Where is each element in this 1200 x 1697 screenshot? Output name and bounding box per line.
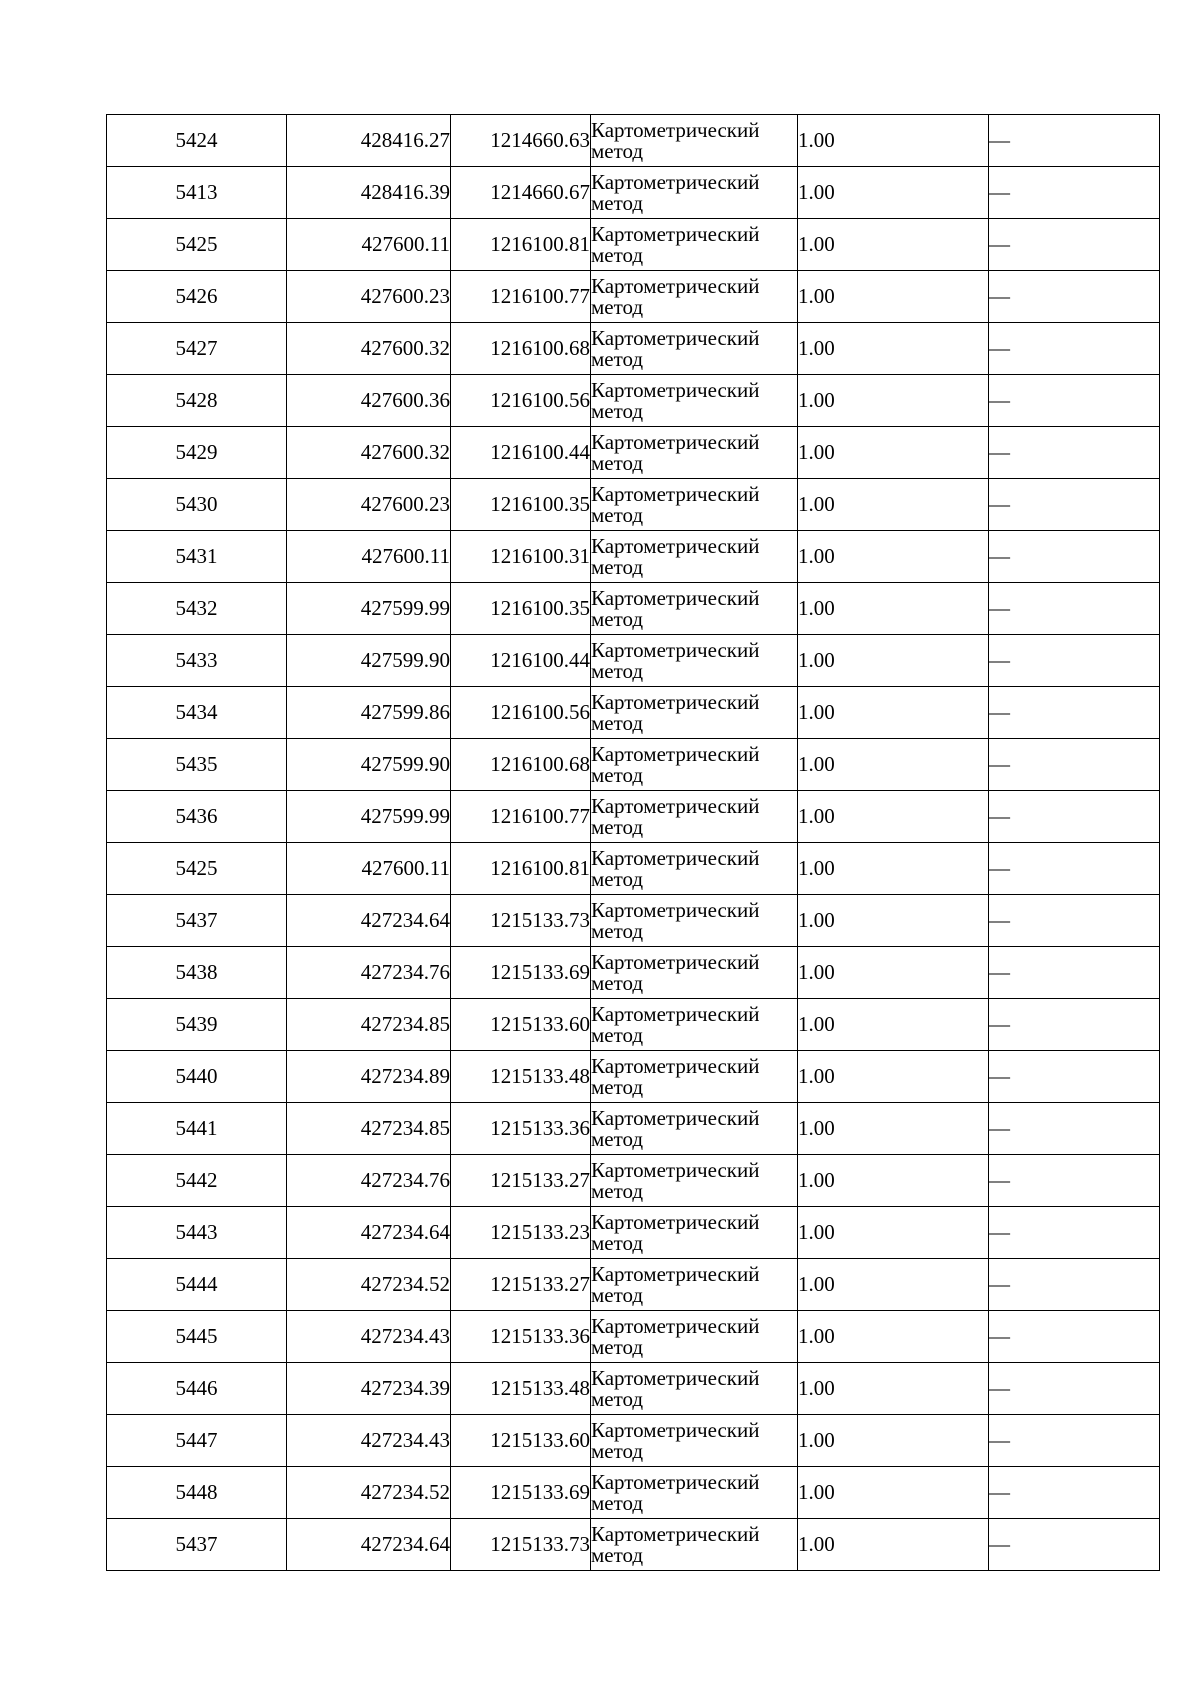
point-number-cell: 5445 xyxy=(107,1311,287,1363)
method-line-2: метод xyxy=(591,1438,644,1463)
point-number-cell: 5427 xyxy=(107,323,287,375)
method-line-2: метод xyxy=(591,398,644,423)
y-coordinate-cell: 1215133.73 xyxy=(451,1519,591,1571)
method-line-2: метод xyxy=(591,294,644,319)
method-line-2: метод xyxy=(591,970,644,995)
point-number-cell: 5424 xyxy=(107,115,287,167)
x-coordinate-cell: 427234.85 xyxy=(287,1103,451,1155)
accuracy-cell: 1.00 xyxy=(798,895,989,947)
table-row xyxy=(107,999,1160,1051)
method-line-2: метод xyxy=(591,1230,644,1255)
description-cell: — xyxy=(989,791,1160,843)
x-coordinate-cell: 427234.64 xyxy=(287,1207,451,1259)
description-cell: — xyxy=(989,635,1160,687)
description-cell: — xyxy=(989,115,1160,167)
y-coordinate-cell: 1216100.44 xyxy=(451,635,591,687)
table-row xyxy=(107,687,1160,739)
x-coordinate-cell: 427600.11 xyxy=(287,531,451,583)
method-line-2: метод xyxy=(591,762,644,787)
point-number-cell: 5437 xyxy=(107,895,287,947)
method-line-2: метод xyxy=(591,1074,644,1099)
accuracy-cell: 1.00 xyxy=(798,1207,989,1259)
point-number-cell: 5413 xyxy=(107,167,287,219)
x-coordinate-cell: 427599.90 xyxy=(287,635,451,687)
y-coordinate-cell: 1215133.60 xyxy=(451,999,591,1051)
method-line-2: метод xyxy=(591,190,644,215)
description-cell: — xyxy=(989,999,1160,1051)
table-row xyxy=(107,1103,1160,1155)
method-line-2: метод xyxy=(591,606,644,631)
method-line-1: Картометрический xyxy=(591,1313,760,1338)
method-cell xyxy=(591,323,798,375)
description-cell: — xyxy=(989,271,1160,323)
point-number-cell: 5447 xyxy=(107,1415,287,1467)
method-line-2: метод xyxy=(591,450,644,475)
accuracy-cell: 1.00 xyxy=(798,271,989,323)
x-coordinate-cell: 427234.89 xyxy=(287,1051,451,1103)
method-cell xyxy=(591,791,798,843)
x-coordinate-cell: 427234.76 xyxy=(287,1155,451,1207)
method-line-1: Картометрический xyxy=(591,845,760,870)
method-cell xyxy=(591,1207,798,1259)
description-cell: — xyxy=(989,1103,1160,1155)
accuracy-cell: 1.00 xyxy=(798,791,989,843)
accuracy-cell: 1.00 xyxy=(798,375,989,427)
y-coordinate-cell: 1216100.56 xyxy=(451,375,591,427)
table-body xyxy=(107,115,1160,1571)
method-cell xyxy=(591,531,798,583)
method-line-1: Картометрический xyxy=(591,1053,760,1078)
table-row xyxy=(107,375,1160,427)
x-coordinate-cell: 427600.36 xyxy=(287,375,451,427)
y-coordinate-cell: 1214660.63 xyxy=(451,115,591,167)
method-line-1: Картометрический xyxy=(591,793,760,818)
accuracy-cell: 1.00 xyxy=(798,999,989,1051)
method-cell xyxy=(591,115,798,167)
method-cell xyxy=(591,219,798,271)
accuracy-cell: 1.00 xyxy=(798,323,989,375)
method-line-2: метод xyxy=(591,918,644,943)
method-cell xyxy=(591,843,798,895)
method-line-1: Картометрический xyxy=(591,1105,760,1130)
method-line-2: метод xyxy=(591,710,644,735)
method-line-1: Картометрический xyxy=(591,1521,760,1546)
method-line-2: метод xyxy=(591,1126,644,1151)
x-coordinate-cell: 427600.23 xyxy=(287,271,451,323)
method-cell xyxy=(591,1363,798,1415)
y-coordinate-cell: 1215133.69 xyxy=(451,1467,591,1519)
method-cell xyxy=(591,1519,798,1571)
method-line-2: метод xyxy=(591,346,644,371)
y-coordinate-cell: 1216100.77 xyxy=(451,271,591,323)
description-cell: — xyxy=(989,1467,1160,1519)
accuracy-cell: 1.00 xyxy=(798,1467,989,1519)
method-line-2: метод xyxy=(591,1386,644,1411)
method-cell xyxy=(591,1103,798,1155)
description-cell: — xyxy=(989,479,1160,531)
point-number-cell: 5441 xyxy=(107,1103,287,1155)
method-line-2: метод xyxy=(591,242,644,267)
point-number-cell: 5430 xyxy=(107,479,287,531)
method-cell xyxy=(591,895,798,947)
method-line-1: Картометрический xyxy=(591,221,760,246)
method-line-1: Картометрический xyxy=(591,689,760,714)
method-line-1: Картометрический xyxy=(591,897,760,922)
x-coordinate-cell: 427234.64 xyxy=(287,1519,451,1571)
table-row xyxy=(107,1363,1160,1415)
point-number-cell: 5444 xyxy=(107,1259,287,1311)
method-line-2: метод xyxy=(591,554,644,579)
y-coordinate-cell: 1214660.67 xyxy=(451,167,591,219)
table-row xyxy=(107,323,1160,375)
table-row xyxy=(107,479,1160,531)
x-coordinate-cell: 427599.86 xyxy=(287,687,451,739)
y-coordinate-cell: 1216100.31 xyxy=(451,531,591,583)
description-cell: — xyxy=(989,427,1160,479)
point-number-cell: 5436 xyxy=(107,791,287,843)
method-cell xyxy=(591,427,798,479)
point-number-cell: 5439 xyxy=(107,999,287,1051)
description-cell: — xyxy=(989,583,1160,635)
accuracy-cell: 1.00 xyxy=(798,1363,989,1415)
table-row xyxy=(107,1259,1160,1311)
description-cell: — xyxy=(989,895,1160,947)
table-row xyxy=(107,843,1160,895)
description-cell: — xyxy=(989,1415,1160,1467)
method-cell xyxy=(591,375,798,427)
table-row xyxy=(107,167,1160,219)
point-number-cell: 5435 xyxy=(107,739,287,791)
method-cell xyxy=(591,1467,798,1519)
table-row xyxy=(107,271,1160,323)
description-cell: — xyxy=(989,1363,1160,1415)
method-line-1: Картометрический xyxy=(591,429,760,454)
method-line-1: Картометрический xyxy=(591,1209,760,1234)
table-row xyxy=(107,583,1160,635)
accuracy-cell: 1.00 xyxy=(798,843,989,895)
x-coordinate-cell: 428416.39 xyxy=(287,167,451,219)
method-line-1: Картометрический xyxy=(591,377,760,402)
method-line-2: метод xyxy=(591,658,644,683)
method-line-2: метод xyxy=(591,502,644,527)
point-number-cell: 5437 xyxy=(107,1519,287,1571)
method-line-2: метод xyxy=(591,1178,644,1203)
method-cell xyxy=(591,739,798,791)
x-coordinate-cell: 427234.76 xyxy=(287,947,451,999)
method-cell xyxy=(591,583,798,635)
description-cell: — xyxy=(989,1311,1160,1363)
x-coordinate-cell: 428416.27 xyxy=(287,115,451,167)
x-coordinate-cell: 427600.11 xyxy=(287,843,451,895)
description-cell: — xyxy=(989,1519,1160,1571)
point-number-cell: 5429 xyxy=(107,427,287,479)
table-row xyxy=(107,219,1160,271)
accuracy-cell: 1.00 xyxy=(798,947,989,999)
y-coordinate-cell: 1216100.68 xyxy=(451,323,591,375)
y-coordinate-cell: 1215133.48 xyxy=(451,1051,591,1103)
x-coordinate-cell: 427599.90 xyxy=(287,739,451,791)
method-line-1: Картометрический xyxy=(591,1261,760,1286)
x-coordinate-cell: 427234.64 xyxy=(287,895,451,947)
accuracy-cell: 1.00 xyxy=(798,583,989,635)
description-cell: — xyxy=(989,323,1160,375)
description-cell: — xyxy=(989,843,1160,895)
y-coordinate-cell: 1215133.60 xyxy=(451,1415,591,1467)
point-number-cell: 5438 xyxy=(107,947,287,999)
method-cell xyxy=(591,1311,798,1363)
y-coordinate-cell: 1216100.77 xyxy=(451,791,591,843)
table-row xyxy=(107,1415,1160,1467)
x-coordinate-cell: 427600.11 xyxy=(287,219,451,271)
y-coordinate-cell: 1215133.36 xyxy=(451,1103,591,1155)
table-row xyxy=(107,1311,1160,1363)
method-cell xyxy=(591,1259,798,1311)
x-coordinate-cell: 427234.39 xyxy=(287,1363,451,1415)
method-cell xyxy=(591,167,798,219)
description-cell: — xyxy=(989,739,1160,791)
method-line-2: метод xyxy=(591,1334,644,1359)
accuracy-cell: 1.00 xyxy=(798,531,989,583)
method-line-1: Картометрический xyxy=(591,1365,760,1390)
table-row xyxy=(107,895,1160,947)
description-cell: — xyxy=(989,687,1160,739)
method-cell xyxy=(591,1051,798,1103)
point-number-cell: 5440 xyxy=(107,1051,287,1103)
method-line-1: Картометрический xyxy=(591,169,760,194)
point-number-cell: 5448 xyxy=(107,1467,287,1519)
method-line-2: метод xyxy=(591,866,644,891)
point-number-cell: 5432 xyxy=(107,583,287,635)
description-cell: — xyxy=(989,375,1160,427)
point-number-cell: 5443 xyxy=(107,1207,287,1259)
y-coordinate-cell: 1216100.44 xyxy=(451,427,591,479)
method-line-1: Картометрический xyxy=(591,1157,760,1182)
method-line-2: метод xyxy=(591,814,644,839)
method-line-2: метод xyxy=(591,1282,644,1307)
accuracy-cell: 1.00 xyxy=(798,1519,989,1571)
method-line-1: Картометрический xyxy=(591,1001,760,1026)
accuracy-cell: 1.00 xyxy=(798,1311,989,1363)
method-line-1: Картометрический xyxy=(591,949,760,974)
method-cell xyxy=(591,1155,798,1207)
method-line-1: Картометрический xyxy=(591,117,760,142)
description-cell: — xyxy=(989,531,1160,583)
accuracy-cell: 1.00 xyxy=(798,115,989,167)
point-number-cell: 5425 xyxy=(107,843,287,895)
y-coordinate-cell: 1215133.23 xyxy=(451,1207,591,1259)
accuracy-cell: 1.00 xyxy=(798,167,989,219)
accuracy-cell: 1.00 xyxy=(798,479,989,531)
table-row xyxy=(107,947,1160,999)
table-row xyxy=(107,635,1160,687)
point-number-cell: 5428 xyxy=(107,375,287,427)
x-coordinate-cell: 427234.43 xyxy=(287,1311,451,1363)
x-coordinate-cell: 427600.32 xyxy=(287,427,451,479)
x-coordinate-cell: 427599.99 xyxy=(287,583,451,635)
y-coordinate-cell: 1215133.36 xyxy=(451,1311,591,1363)
accuracy-cell: 1.00 xyxy=(798,1103,989,1155)
description-cell: — xyxy=(989,167,1160,219)
table-row xyxy=(107,427,1160,479)
table-row xyxy=(107,1051,1160,1103)
point-number-cell: 5431 xyxy=(107,531,287,583)
y-coordinate-cell: 1215133.48 xyxy=(451,1363,591,1415)
method-line-1: Картометрический xyxy=(591,325,760,350)
method-line-1: Картометрический xyxy=(591,481,760,506)
method-line-1: Картометрический xyxy=(591,741,760,766)
y-coordinate-cell: 1216100.56 xyxy=(451,687,591,739)
method-line-2: метод xyxy=(591,1022,644,1047)
method-line-1: Картометрический xyxy=(591,637,760,662)
point-number-cell: 5433 xyxy=(107,635,287,687)
description-cell: — xyxy=(989,219,1160,271)
x-coordinate-cell: 427600.23 xyxy=(287,479,451,531)
accuracy-cell: 1.00 xyxy=(798,739,989,791)
y-coordinate-cell: 1216100.35 xyxy=(451,479,591,531)
x-coordinate-cell: 427234.52 xyxy=(287,1259,451,1311)
table-row xyxy=(107,739,1160,791)
point-number-cell: 5425 xyxy=(107,219,287,271)
table-row xyxy=(107,1155,1160,1207)
description-cell: — xyxy=(989,947,1160,999)
accuracy-cell: 1.00 xyxy=(798,1051,989,1103)
table-row xyxy=(107,115,1160,167)
point-number-cell: 5442 xyxy=(107,1155,287,1207)
description-cell: — xyxy=(989,1051,1160,1103)
method-cell xyxy=(591,999,798,1051)
y-coordinate-cell: 1215133.27 xyxy=(451,1155,591,1207)
method-line-2: метод xyxy=(591,138,644,163)
x-coordinate-cell: 427234.43 xyxy=(287,1415,451,1467)
table-row xyxy=(107,1519,1160,1571)
table-row xyxy=(107,791,1160,843)
coordinates-table xyxy=(106,114,1160,1571)
point-number-cell: 5434 xyxy=(107,687,287,739)
method-cell xyxy=(591,947,798,999)
method-cell xyxy=(591,271,798,323)
y-coordinate-cell: 1215133.27 xyxy=(451,1259,591,1311)
description-cell: — xyxy=(989,1155,1160,1207)
x-coordinate-cell: 427234.85 xyxy=(287,999,451,1051)
x-coordinate-cell: 427234.52 xyxy=(287,1467,451,1519)
accuracy-cell: 1.00 xyxy=(798,687,989,739)
accuracy-cell: 1.00 xyxy=(798,1155,989,1207)
accuracy-cell: 1.00 xyxy=(798,427,989,479)
method-line-1: Картометрический xyxy=(591,1417,760,1442)
method-cell xyxy=(591,635,798,687)
y-coordinate-cell: 1215133.73 xyxy=(451,895,591,947)
description-cell: — xyxy=(989,1259,1160,1311)
method-line-1: Картометрический xyxy=(591,585,760,610)
point-number-cell: 5426 xyxy=(107,271,287,323)
method-cell xyxy=(591,687,798,739)
y-coordinate-cell: 1216100.81 xyxy=(451,219,591,271)
y-coordinate-cell: 1216100.81 xyxy=(451,843,591,895)
x-coordinate-cell: 427599.99 xyxy=(287,791,451,843)
method-line-1: Картометрический xyxy=(591,1469,760,1494)
method-line-2: метод xyxy=(591,1490,644,1515)
x-coordinate-cell: 427600.32 xyxy=(287,323,451,375)
y-coordinate-cell: 1215133.69 xyxy=(451,947,591,999)
method-line-2: метод xyxy=(591,1542,644,1567)
table-row xyxy=(107,531,1160,583)
table-row xyxy=(107,1467,1160,1519)
method-line-1: Картометрический xyxy=(591,273,760,298)
y-coordinate-cell: 1216100.68 xyxy=(451,739,591,791)
method-cell xyxy=(591,1415,798,1467)
point-number-cell: 5446 xyxy=(107,1363,287,1415)
y-coordinate-cell: 1216100.35 xyxy=(451,583,591,635)
accuracy-cell: 1.00 xyxy=(798,1415,989,1467)
method-cell xyxy=(591,479,798,531)
accuracy-cell: 1.00 xyxy=(798,219,989,271)
table-row xyxy=(107,1207,1160,1259)
method-line-1: Картометрический xyxy=(591,533,760,558)
accuracy-cell: 1.00 xyxy=(798,635,989,687)
description-cell: — xyxy=(989,1207,1160,1259)
accuracy-cell: 1.00 xyxy=(798,1259,989,1311)
